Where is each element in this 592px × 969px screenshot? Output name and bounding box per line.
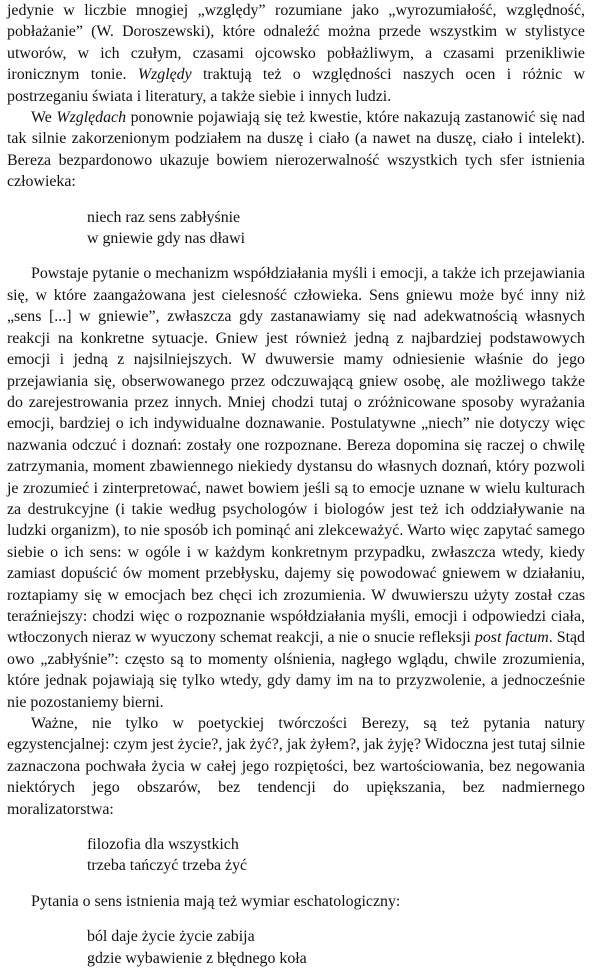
- poem-quote-2: [87, 834, 585, 877]
- paragraph-2: [7, 107, 585, 193]
- paragraph-5: Pytania o sens istnienia mają też wymiar eschatologiczny:: [31, 892, 401, 910]
- paragraph-2-text-a: We: [31, 109, 57, 127]
- paragraph-2-text-b: ponownie pojawiają się też kwestie, które nakazują zastanowić się nad tak silnie zakorzenionym podziałem na duszę i ciało (a nawet na duszę, ciało i intelekt). Bereza bezpardonowo ukazuje bowiem nierozerwalność wszystkich tych sfer istnienia człowieka:: [7, 109, 585, 191]
- poem-2-line-2: trzeba tańczyć trzeba żyć: [87, 857, 248, 875]
- paragraph-3-text-b: . Stąd owo „zabłyśnie”: często są to momenty olśnienia, nagłego wglądu, chwile zrozumienia, które jednak pojawiają się tylko wtedy, gdy damy im na to przyzwolenie, a jednocześnie nie pozostaniemy bierni.: [7, 629, 585, 711]
- poem-3-line-1: ból daje życie życie zabija: [87, 928, 255, 946]
- paragraph-2-italic-title: Względach: [56, 109, 127, 127]
- paragraph-1: [7, 0, 585, 107]
- poem-quote-3: [87, 926, 585, 969]
- poem-3-line-2: gdzie wybawienie z błędnego koła: [87, 949, 307, 967]
- poem-1-line-2: w gniewie gdy nas dławi: [87, 230, 245, 248]
- poem-quote-1: [87, 207, 585, 250]
- paragraph-1-text-a: jedynie w liczbie mnogiej „względy” rozumiane jako „wyrozumiałość, względność, pobłażanie” (W. Doroszewski), które odnaleźć można przede wszystkim w stylistyce utworów, w ich czułym, czasami ojcowsko pobłażliwym, a czasami przenikliwie ironicznym tonie.: [7, 2, 585, 84]
- paragraph-1-italic-title: Względy: [137, 66, 192, 84]
- paragraph-4: Ważne, nie tylko w poetyckiej twórczości Berezy, są też pytania natury egzystencjalnej: czym jest życie?, jak żyć?, jak żyłem?, jak żyję? Widoczna jest tutaj silnie zaznaczona pochwała życia w całej jego rozpiętości, bez wartościowania, bez negowania niektórych jego obszarów, bez tendencji do upiększania, bez nadmiernego moralizatorstwa:: [7, 715, 585, 818]
- paragraph-3-text-a: Powstaje pytanie o mechanizm współdziałania myśli i emocji, a także ich przejawiania się, w które zaangażowana jest cielesność człowieka. Sens gniewu może być inny niż „sens [...] w gniewie”, zwłaszcza gdy zastanawiamy się nad adekwatnością własnych reakcji na konkretne sytuacje. Gniew jest również jedną z najbardziej podstawowych emocji i jedną z najsilniejszych. W dwuwersie mamy odniesienie właśnie do jego przejawiania się, obserwowanego przez odczuwającą gniew osobę, ale możliwego także do zarejestrowania przez innych. Mniej chodzi tutaj o zróżnicowane sposoby wyrażania emocji, bardziej o ich indywidualne doznawanie. Postulatywne „niech” nie dotyczy więc nazwania odczuć i doznań: zostały one rozpoznane. Bereza dopomina się raczej o chwilę zatrzymania, moment zbawiennego niekiedy dystansu do własnych doznań, który pozwoli je zrozumieć i zinterpretować, nawet bowiem jeśli są to emocje uznane w wielu kulturach za destrukcyjne (i takie według psychologów i biologów jest też ich oddziaływanie na ludzki organizm), to nie sposób ich pominąć ani zlekceważyć. Warto więc zapytać samego siebie o ich sens: w ogóle i w każdym konkretnym przypadku, zwłaszcza wtedy, kiedy zamiast dopuścić ów moment przebłysku, dajemy się powodować gniewem w działaniu, roztapiamy się w emocjach bez chęci ich zrozumienia. W dwuwierszu użyty został czas teraźniejszy: chodzi więc o rozpoznanie współdziałania myśli, emocji i odpowiedzi ciała, wtłoczonych nieraz w wyuczony schemat reakcji, a nie o snucie refleksji: [7, 265, 585, 647]
- paragraph-3: [7, 263, 585, 713]
- poem-2-line-1: filozofia dla wszystkich: [87, 836, 239, 854]
- paragraph-3-italic-phrase: post factum: [474, 629, 549, 647]
- paragraph-1-text-b: traktują też o względności naszych ocen i różnic w postrzeganiu świata i literatury, a także siebie i innych ludzi.: [7, 66, 586, 105]
- document-page: [7, 0, 586, 967]
- poem-1-line-1: niech raz sens zabłyśnie: [87, 208, 241, 226]
